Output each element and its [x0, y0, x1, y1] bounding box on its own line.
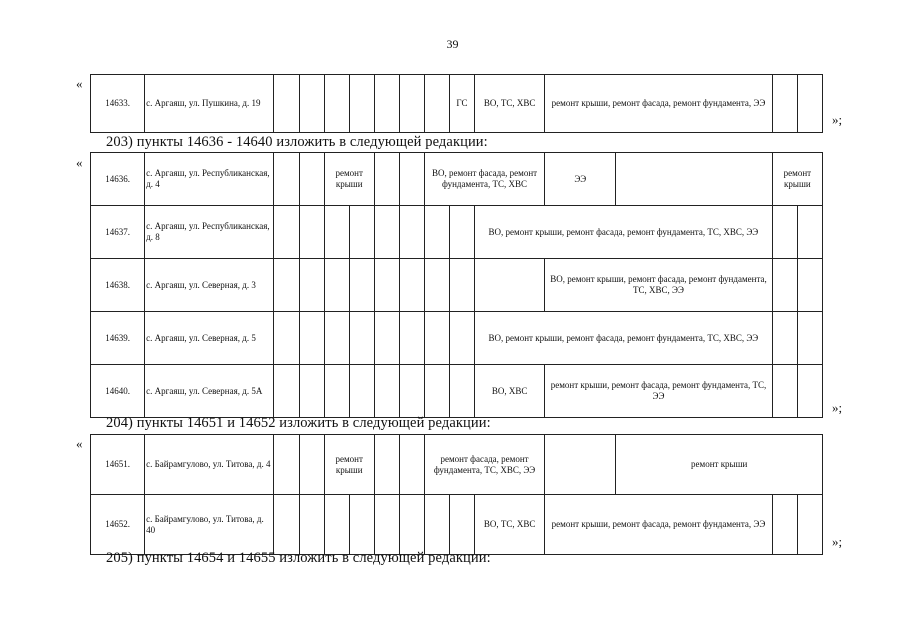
empty-cell	[399, 312, 424, 365]
table-block-204	[90, 434, 823, 555]
section-heading: 204) пункты 14651 и 14652 изложить в следующей редакции:	[106, 415, 491, 431]
empty-cell	[449, 495, 474, 555]
work-cell: ВО, ХВС	[475, 365, 545, 418]
work-cell: ВО, ремонт фасада, ремонт фундамента, ТС, ХВС	[424, 153, 544, 206]
empty-cell	[274, 75, 299, 133]
empty-cell	[299, 153, 324, 206]
page-number: 39	[446, 37, 459, 51]
empty-cell	[374, 495, 399, 555]
table-row	[91, 153, 823, 206]
work-cell: ремонт крыши, ремонт фасада, ремонт фундамента, ТС, ЭЭ	[545, 365, 773, 418]
work-cell: ВО, ремонт крыши, ремонт фасада, ремонт фундамента, ТС, ХВС, ЭЭ	[475, 312, 773, 365]
row-address: с. Аргаяш, ул. Северная, д. 5А	[145, 365, 274, 418]
empty-cell	[449, 259, 474, 312]
empty-cell	[374, 206, 399, 259]
table-row	[91, 259, 823, 312]
empty-cell	[374, 153, 399, 206]
table-row	[91, 312, 823, 365]
empty-cell	[299, 206, 324, 259]
empty-cell	[349, 206, 374, 259]
empty-cell	[374, 259, 399, 312]
quote-open: «	[76, 76, 83, 91]
empty-cell	[274, 312, 299, 365]
empty-cell	[545, 435, 616, 495]
empty-cell	[299, 365, 324, 418]
quote-open: «	[76, 155, 83, 170]
table-row	[91, 75, 823, 133]
work-cell: ремонт крыши, ремонт фасада, ремонт фундамента, ЭЭ	[545, 75, 773, 133]
empty-cell	[424, 259, 449, 312]
empty-cell	[475, 259, 545, 312]
empty-cell	[797, 365, 822, 418]
empty-cell	[324, 365, 349, 418]
row-number: 14636.	[91, 153, 145, 206]
empty-cell	[349, 312, 374, 365]
work-cell: ремонт фасада, ремонт фундамента, ТС, ХВС, ЭЭ	[424, 435, 544, 495]
empty-cell	[324, 206, 349, 259]
work-cell: ремонт крыши	[772, 153, 822, 206]
empty-cell	[399, 435, 424, 495]
empty-cell	[797, 259, 822, 312]
table-block-203	[90, 152, 823, 418]
empty-cell	[274, 259, 299, 312]
quote-open: «	[76, 436, 83, 451]
row-address: с. Аргаяш, ул. Северная, д. 3	[145, 259, 274, 312]
empty-cell	[797, 312, 822, 365]
row-number: 14651.	[91, 435, 145, 495]
empty-cell	[424, 206, 449, 259]
empty-cell	[374, 312, 399, 365]
work-cell: ремонт крыши	[324, 435, 374, 495]
work-cell: ВО, ТС, ХВС	[474, 75, 544, 133]
work-cell: ремонт крыши	[324, 153, 374, 206]
empty-cell	[374, 75, 399, 133]
table-row	[91, 435, 823, 495]
row-number: 14640.	[91, 365, 145, 418]
empty-cell	[424, 312, 449, 365]
empty-cell	[449, 312, 474, 365]
empty-cell	[349, 75, 374, 133]
empty-cell	[772, 495, 797, 555]
empty-cell	[299, 435, 324, 495]
row-address: с. Байрамгулово, ул. Титова, д. 4	[145, 435, 274, 495]
empty-cell	[399, 75, 424, 133]
work-cell: ремонт крыши	[616, 435, 823, 495]
empty-cell	[399, 206, 424, 259]
empty-cell	[424, 495, 449, 555]
row-number: 14637.	[91, 206, 145, 259]
empty-cell	[299, 75, 324, 133]
work-cell: ВО, ТС, ХВС	[475, 495, 545, 555]
empty-cell	[349, 259, 374, 312]
quote-close: »;	[832, 400, 843, 415]
row-number: 14633.	[91, 75, 145, 133]
empty-cell	[299, 495, 324, 555]
empty-cell	[772, 312, 797, 365]
empty-cell	[299, 259, 324, 312]
empty-cell	[424, 365, 449, 418]
empty-cell	[324, 495, 349, 555]
row-number: 14652.	[91, 495, 145, 555]
work-cell: ВО, ремонт крыши, ремонт фасада, ремонт фундамента, ТС, ХВС, ЭЭ	[545, 259, 773, 312]
row-address: с. Аргаяш, ул. Северная, д. 5	[145, 312, 274, 365]
empty-cell	[299, 312, 324, 365]
table-row	[91, 365, 823, 418]
empty-cell	[772, 365, 797, 418]
empty-cell	[772, 206, 797, 259]
empty-cell	[424, 75, 449, 133]
empty-cell	[274, 435, 299, 495]
empty-cell	[274, 365, 299, 418]
row-number: 14639.	[91, 312, 145, 365]
empty-cell	[399, 365, 424, 418]
table-row	[91, 495, 823, 555]
empty-cell	[772, 259, 797, 312]
empty-cell	[324, 259, 349, 312]
empty-cell	[616, 153, 772, 206]
empty-cell	[797, 495, 822, 555]
empty-cell	[324, 75, 349, 133]
empty-cell	[349, 495, 374, 555]
table-block-1	[90, 74, 823, 133]
empty-cell	[449, 206, 474, 259]
row-address: с. Байрамгулово, ул. Титова, д. 40	[145, 495, 274, 555]
row-address: с. Аргаяш, ул. Республиканская, д. 8	[145, 206, 274, 259]
section-heading: 203) пункты 14636 - 14640 изложить в следующей редакции:	[106, 134, 488, 150]
empty-cell	[274, 206, 299, 259]
empty-cell	[324, 312, 349, 365]
empty-cell	[797, 75, 822, 133]
quote-close: »;	[832, 112, 843, 127]
empty-cell	[374, 365, 399, 418]
empty-cell	[274, 495, 299, 555]
empty-cell	[399, 259, 424, 312]
work-cell: ВО, ремонт крыши, ремонт фасада, ремонт фундамента, ТС, ХВС, ЭЭ	[475, 206, 773, 259]
empty-cell	[399, 153, 424, 206]
empty-cell	[374, 435, 399, 495]
work-cell: ЭЭ	[545, 153, 616, 206]
empty-cell	[797, 206, 822, 259]
empty-cell	[449, 365, 474, 418]
work-cell: ремонт крыши, ремонт фасада, ремонт фундамента, ЭЭ	[545, 495, 773, 555]
section-heading: 205) пункты 14654 и 14655 изложить в следующей редакции:	[106, 550, 491, 566]
empty-cell	[399, 495, 424, 555]
row-address: с. Аргаяш, ул. Республиканская, д. 4	[145, 153, 274, 206]
work-cell: ГС	[449, 75, 474, 133]
row-address: с. Аргаяш, ул. Пушкина, д. 19	[145, 75, 274, 133]
empty-cell	[274, 153, 299, 206]
table-row	[91, 206, 823, 259]
empty-cell	[349, 365, 374, 418]
quote-close: »;	[832, 534, 843, 549]
row-number: 14638.	[91, 259, 145, 312]
empty-cell	[772, 75, 797, 133]
